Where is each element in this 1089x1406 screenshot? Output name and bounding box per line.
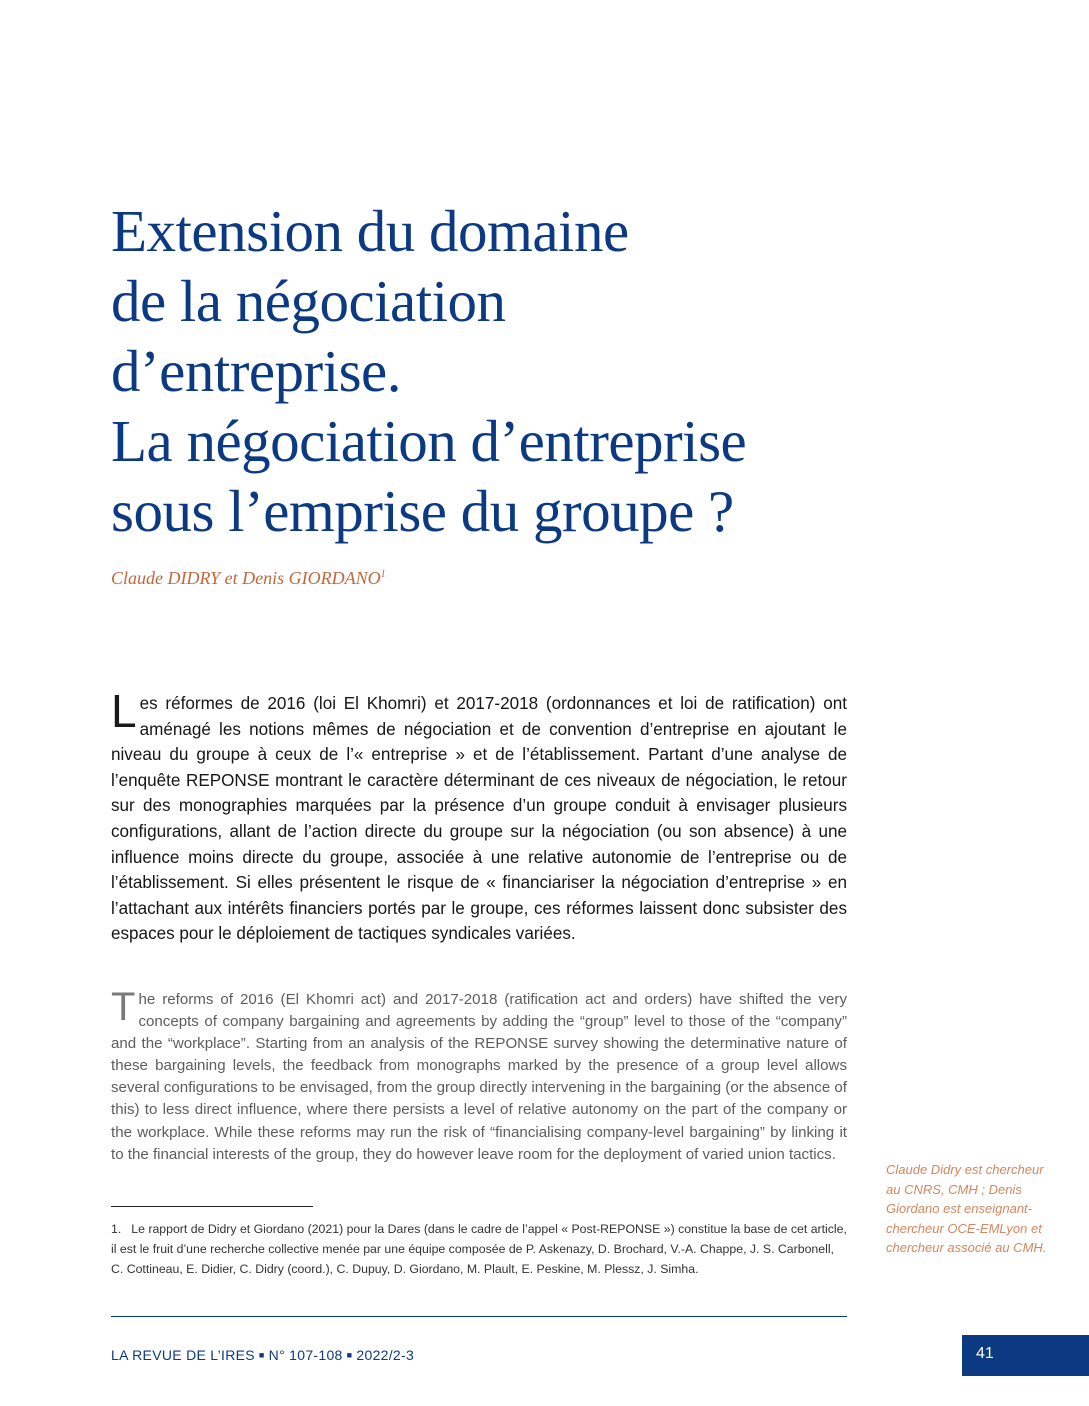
square-separator-icon: ■ xyxy=(258,1350,265,1360)
footer-divider xyxy=(111,1316,847,1317)
abstract-english-text: he reforms of 2016 (El Khomri act) and 2017-2018 (ratification act and orders) have shifted the very concepts of company bargaining and agreements by adding the “group” level to those of the “company” and the “workplace”. Starting from an analysis of the REPONSE survey showing the determinative nature of these bargaining levels, the feedback from monographs marked by the presence of a group level allows several configurations to be envisaged, from the group directly intervening in the bargaining (or the absence of this) to less direct influence, where there persists a level of relative autonomy on the part of the company or the workplace. While these reforms may run the risk of “financialising company-level bargaining” by linking it to the financial interests of the group, they do however leave room for the deployment of varied union tactics. xyxy=(111,991,847,1163)
author-bio-sidenote: Claude Didry est chercheur au CNRS, CMH ; Denis Giordano est enseignant-chercheur OCE-EMLyon et chercheur associé au CMH. xyxy=(886,1162,1047,1255)
title-line: La négociation d’entreprise xyxy=(111,408,747,474)
abstract-french xyxy=(111,685,847,947)
title-line: de la négociation xyxy=(111,268,506,334)
dropcap-letter: L xyxy=(111,685,137,737)
footnote-number: 1. xyxy=(111,1222,122,1236)
authors-names: Claude DIDRY et Denis GIORDANO xyxy=(111,568,381,588)
dropcap-letter: T xyxy=(111,985,136,1029)
abstract-french-text: es réformes de 2016 (loi El Khomri) et 2017-2018 (ordonnances et loi de ratification) ont aménagé les notions mêmes de négociation et de convention d’entreprise en ajoutant le niveau du groupe à ceux de l’« entreprise » et de l’établissement. Partant d’une analyse de l’enquête REPONSE montrant le caractère déterminant de ces niveaux de négociation, le retour sur des monographies marquées par la présence d’un groupe conduit à envisager plusieurs configurations, allant de l’action directe du groupe sur la négociation (ou son absence) à une influence moins directe du groupe, associée à une relative autonomie de l’entreprise ou de l’établissement. Si elles présentent le risque de « financiariser la négociation d’entreprise » en l’attachant aux intérêts financiers portés par le groupe, ces réformes laissent donc subsister des espaces pour le déploiement de tactiques syndicales variées. xyxy=(111,694,847,944)
abstract-english xyxy=(111,985,847,1166)
article-authors xyxy=(111,568,386,589)
page-number-box xyxy=(962,1335,1089,1376)
article-title xyxy=(111,196,851,546)
title-line: sous l’emprise du groupe ? xyxy=(111,478,734,544)
title-line: d’entreprise. xyxy=(111,338,401,404)
running-footer xyxy=(111,1347,414,1363)
footnote-mark[interactable]: 1 xyxy=(380,569,386,580)
journal-name: LA REVUE DE L’IRES xyxy=(111,1347,255,1363)
issue-year: 2022/2-3 xyxy=(356,1347,415,1363)
footnote xyxy=(111,1219,847,1279)
square-separator-icon: ■ xyxy=(346,1350,353,1360)
issue-number: N° 107-108 xyxy=(268,1347,343,1363)
title-line: Extension du domaine xyxy=(111,198,629,264)
footnote-divider xyxy=(111,1206,313,1207)
footnote-text: Le rapport de Didry et Giordano (2021) pour la Dares (dans le cadre de l’appel « Post-REPONSE ») constitue la base de cet article, il est le fruit d’une recherche collective menée par une équipe composée de P. Askenazy, D. Brochard, V.-A. Chappe, J. S. Carbonell, C. Cottineau, E. Didier, C. Didry (coord.), C. Dupuy, D. Giordano, M. Plault, E. Peskine, M. Plessz, J. Simha. xyxy=(111,1222,847,1276)
page-number: 41 xyxy=(976,1345,994,1362)
